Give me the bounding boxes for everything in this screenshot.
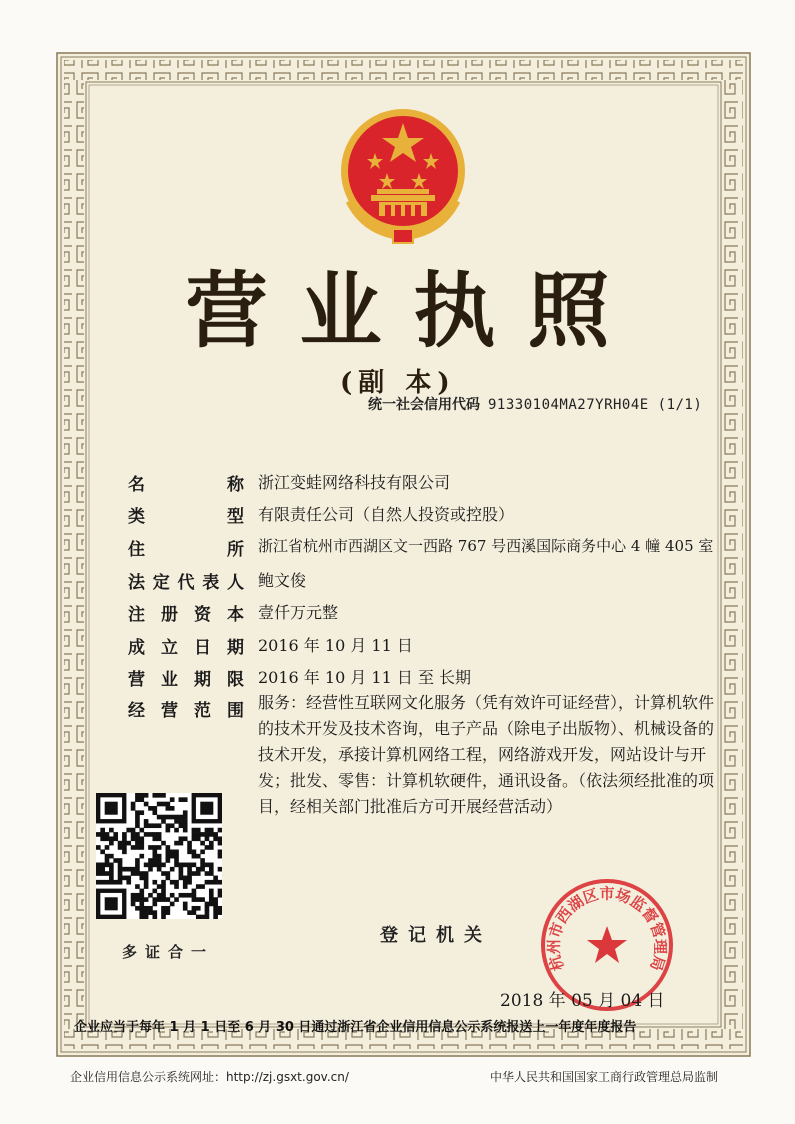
field-value: 壹仟万元整 bbox=[258, 603, 339, 622]
field-value: 鲍文俊 bbox=[258, 571, 307, 590]
field-label: 注 册 资 本 bbox=[128, 605, 244, 625]
qr-caption: 多证合一 bbox=[122, 943, 215, 961]
field-label: 法 定 代 表 人 bbox=[128, 573, 244, 593]
field-value: 浙江省杭州市西湖区文一西路 767 号西溪国际商务中心 4 幢 405 室 bbox=[258, 537, 714, 555]
license-title: 营业执照 bbox=[185, 264, 642, 359]
seal-text: 杭州市西湖区市场监督管理局 bbox=[544, 884, 670, 973]
issue-date: 2018 年 05 月 04 日 bbox=[500, 991, 665, 1011]
qr-code-icon bbox=[96, 793, 222, 919]
field-label: 经 营 范 围 bbox=[128, 701, 244, 721]
field-value: 2016 年 10 月 11 日 至 长期 bbox=[258, 668, 472, 687]
field-label: 营 业 期 限 bbox=[128, 670, 244, 690]
field-value: 浙江变蛙网络科技有限公司 bbox=[258, 473, 451, 492]
supervisor-footer: 中华人民共和国国家工商行政管理总局监制 bbox=[490, 1070, 719, 1084]
field-label: 住 所 bbox=[128, 540, 244, 560]
credit-code-value: 91330104MA27YRH04E (1/1) bbox=[488, 397, 703, 413]
business-scope-text: 服务：经营性互联网文化服务（凭有效许可证经营），计算机软件的技术开发及技术咨询，电子产品（除电子出版物）、机械设备的技术开发，承接计算机网络工程，网络游戏开发，网站设计与开发；批发、零售：计算机软硬件，通讯设备。（依法须经批准的项目，经相关部门批准后方可开展经营活动） bbox=[258, 693, 715, 816]
field-value: 有限责任公司（自然人投资或控股） bbox=[258, 505, 515, 524]
field-label: 成 立 日 期 bbox=[128, 638, 244, 658]
credit-code bbox=[368, 394, 702, 414]
field-label: 类 型 bbox=[128, 507, 244, 527]
credit-code-label: 统一社会信用代码 bbox=[368, 397, 480, 413]
national-emblem-icon bbox=[335, 105, 472, 247]
registration-authority-label: 登记机关 bbox=[380, 925, 492, 946]
field-value: 2016 年 10 月 11 日 bbox=[258, 636, 413, 655]
gsxt-url-footer: 企业信用信息公示系统网址：http://zj.gsxt.gov.cn/ bbox=[70, 1070, 349, 1084]
annual-report-notice: 企业应当于每年 1 月 1 日至 6 月 30 日通过浙江省企业信用信息公示系统报送上一年度年度报告 bbox=[74, 1020, 637, 1035]
copy-label: (副 本) bbox=[340, 368, 456, 398]
field-label: 名 称 bbox=[128, 475, 244, 495]
